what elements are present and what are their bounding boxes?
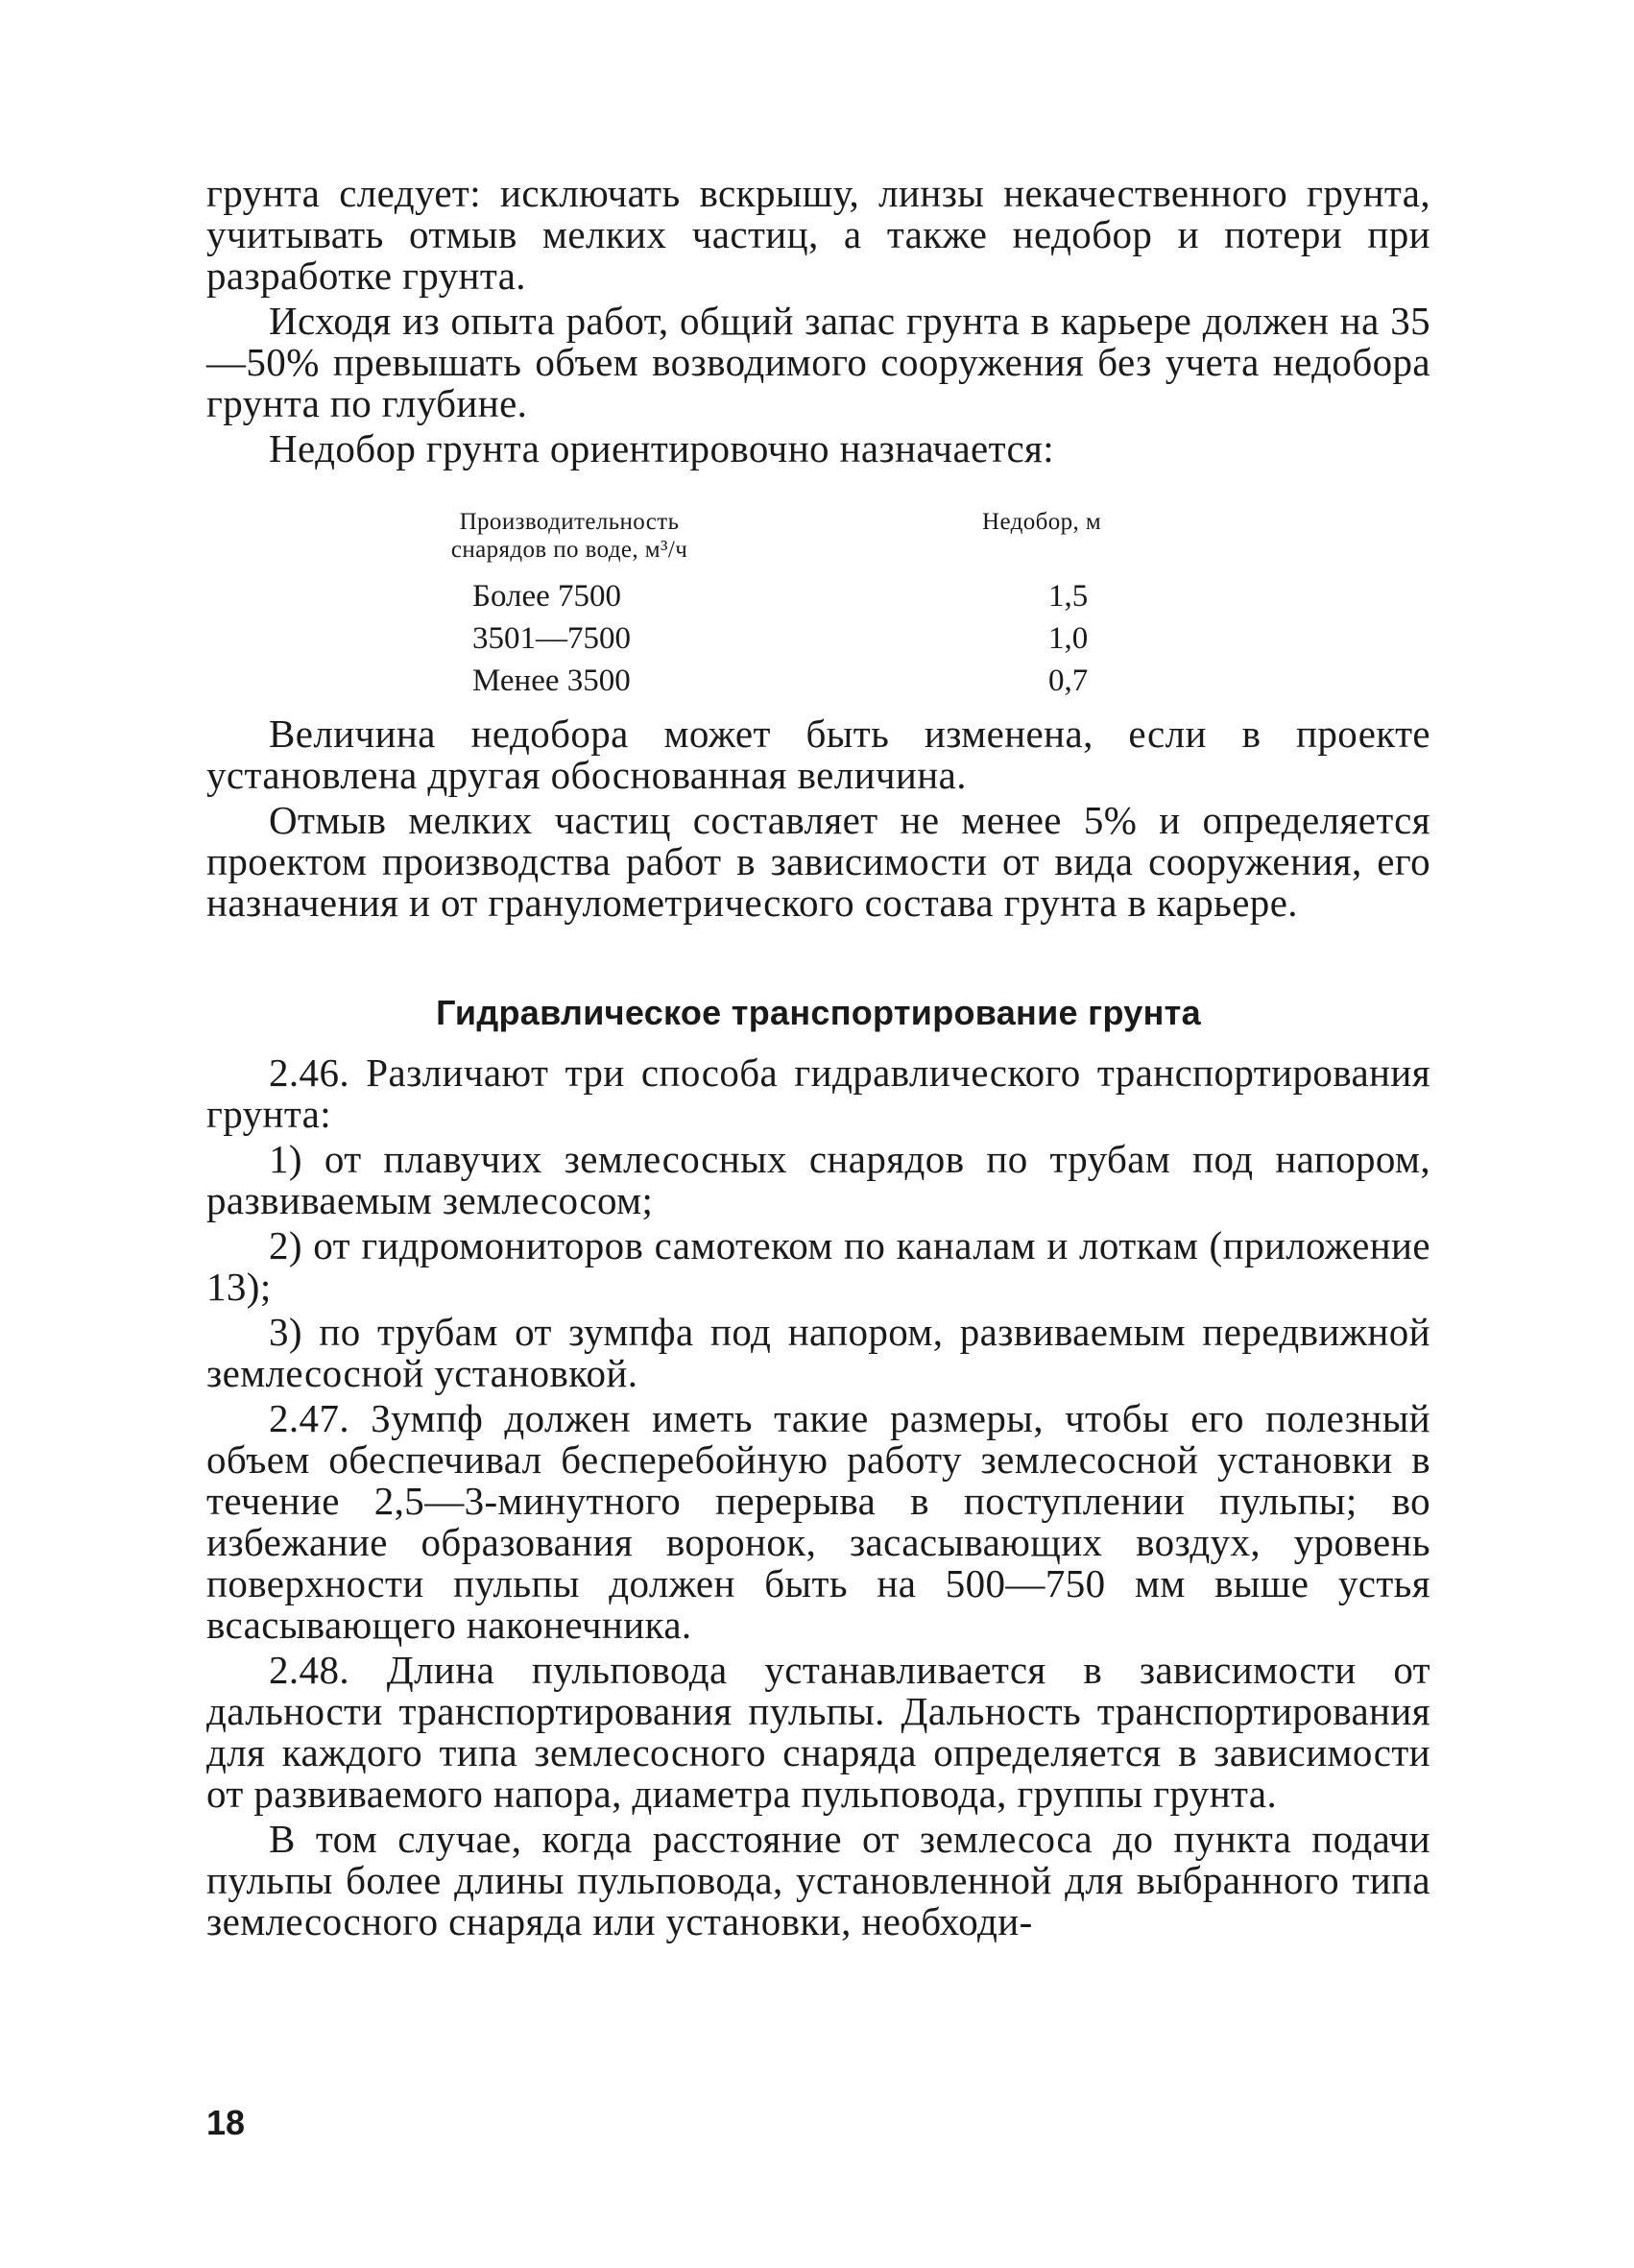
shortfall-table xyxy=(206,508,1430,698)
paragraph: 2.47. Зумпф должен иметь такие размеры, чтобы его полезный объем обеспечивал бесперебойную работу землесосной установки в течение 2,5—3-минутного перерыва в поступлении пульпы; во избежание образования воронок, засасывающих воздух, уровень поверхности пульпы должен быть на 500—750 мм выше устья всасывающего наконечника. xyxy=(206,1396,1430,1647)
page-content xyxy=(206,173,1430,1946)
paragraph: Величина недобора может быть изменена, если в проекте установлена другая обоснованная величина. xyxy=(206,712,1430,797)
table-header-shortfall: Недобор, м xyxy=(982,509,1102,535)
table-cell-shortfall: 1,0 xyxy=(1048,621,1089,656)
paragraph: 2.46. Различают три способа гидравлического транспортирования грунта: xyxy=(206,1050,1430,1136)
page-number: 18 xyxy=(206,2103,246,2142)
paragraph: грунта следует: исключать вскрышу, линзы некачественного грунта, учитывать отмыв мелких частиц, а также недобор и потери при разработке грунта. xyxy=(206,171,1430,298)
table-cell-capacity: Более 7500 xyxy=(472,579,622,614)
list-item: 1) от плавучих землесосных снарядов по трубам под напором, развиваемым землесосом; xyxy=(206,1137,1430,1222)
section-heading: Гидравлическое транспортирование грунта xyxy=(436,993,1201,1032)
table-cell-capacity: 3501—7500 xyxy=(472,621,631,656)
table-cell-capacity: Менее 3500 xyxy=(472,664,631,698)
paragraph: 2.48. Длина пульповода устанавливается в зависимости от дальности транспортирования пульпы. Дальность транспортирования для каждого типа землесосного снаряда определяется в зависимости от развиваемого напора, диаметра пульповода, группы грунта. xyxy=(206,1648,1430,1816)
table-cell-shortfall: 1,5 xyxy=(1048,579,1089,614)
list-item: 2) от гидромониторов самотеком по каналам и лоткам (приложение 13); xyxy=(206,1223,1430,1309)
table-header-capacity-line1: Производительность xyxy=(459,509,680,535)
table-header-capacity xyxy=(406,508,733,564)
paragraph: Исходя из опыта работ, общий запас грунта в карьере должен на 35—50% превышать объем возводимого сооружения без учета недобора грунта по глубине. xyxy=(206,299,1430,425)
list-item: 3) по трубам от зумпфа под напором, развиваемым передвижной землесосной установкой. xyxy=(206,1310,1430,1395)
paragraph: Недобор грунта ориентировочно назначается: xyxy=(269,426,1055,470)
paragraph: Отмыв мелких частиц составляет не менее 5% и определяется проектом производства работ в зависимости от вида сооружения, его назначения и от гранулометрического состава грунта в карьере. xyxy=(206,798,1430,925)
table-header-capacity-line2: снарядов по воде, м³/ч xyxy=(450,537,688,563)
table-cell-shortfall: 0,7 xyxy=(1048,664,1089,698)
paragraph: В том случае, когда расстояние от землесоса до пункта подачи пульпы более длины пульповода, установленной для выбранного типа землесосного снаряда или установки, необходи- xyxy=(206,1817,1430,1943)
